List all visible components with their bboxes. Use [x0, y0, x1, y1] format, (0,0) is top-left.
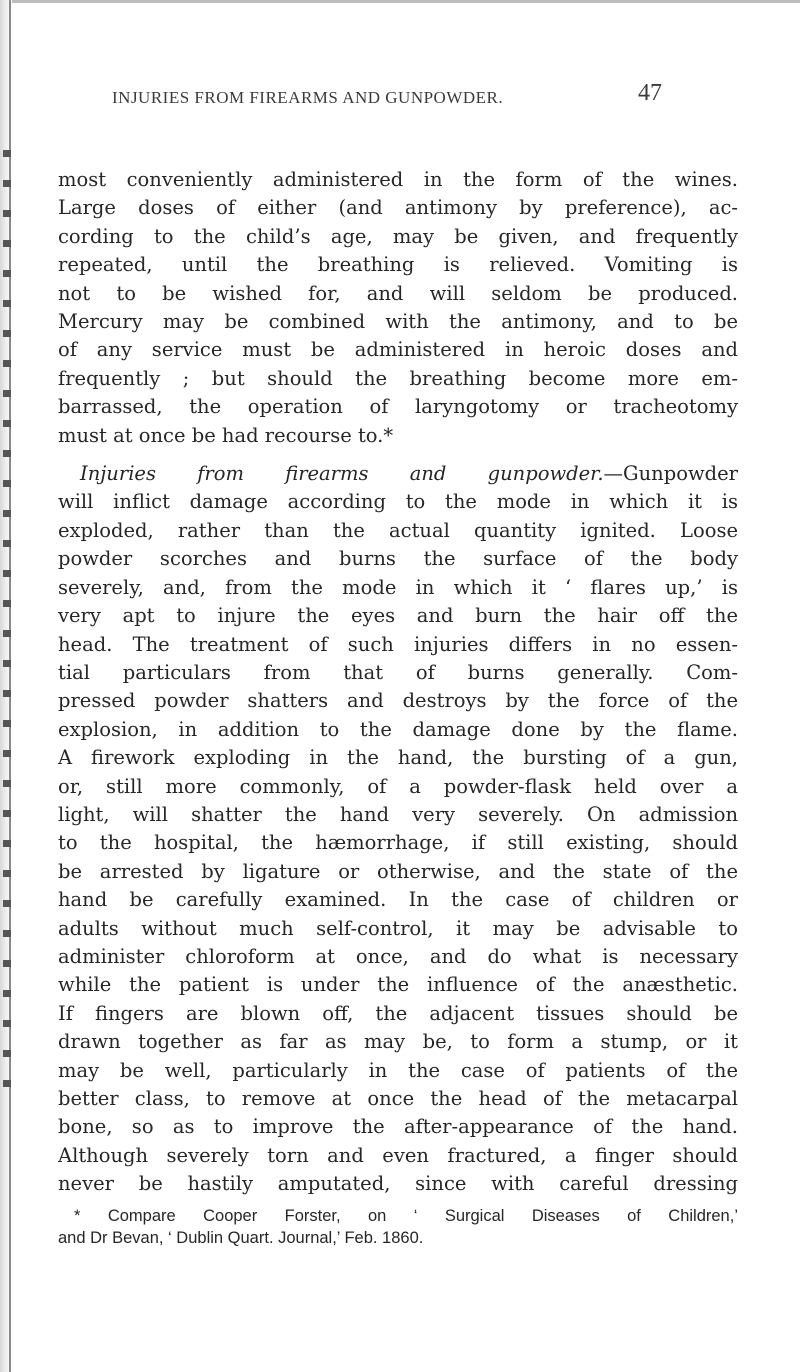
- paragraph-first-line: [58, 460, 738, 488]
- text-line: If fingers are blown off, the adjacent tissues should be: [58, 1001, 738, 1025]
- text-line: A firework exploding in the hand, the bursting of a gun,: [58, 746, 738, 770]
- text-line: drawn together as far as may be, to form a stump, or it: [58, 1030, 738, 1054]
- text-line: be arrested by ligature or otherwise, and the state of the: [58, 859, 738, 883]
- text-line: may be well, particularly in the case of patients of the: [58, 1058, 738, 1082]
- text-line: powder scorches and burns the surface of the body: [58, 547, 738, 571]
- footnote-line: * Compare Cooper Forster, on ‘ Surgical Diseases of Children,’: [74, 1206, 738, 1225]
- footnote-line: and Dr Bevan, ‘ Dublin Quart. Journal,’ Feb. 1860.: [58, 1228, 424, 1247]
- page-number: 47: [638, 80, 662, 106]
- text-line: repeated, until the breathing is relieved. Vomiting is: [58, 253, 738, 277]
- text-line: better class, to remove at once the head of the metacarpal: [58, 1087, 738, 1110]
- text-line: or, still more commonly, of a powder-flask held over a: [58, 774, 738, 798]
- text-line: very apt to injure the eyes and burn the hair off the: [58, 604, 738, 628]
- body-text: [58, 166, 738, 1199]
- text-line: light, will shatter the hand very severely. On admission: [58, 802, 738, 826]
- text-line: while the patient is under the influence of the anæsthetic.: [58, 973, 738, 997]
- text-line: Although severely torn and even fractured, a finger should: [58, 1143, 738, 1167]
- running-head: [112, 82, 748, 110]
- page-top-edge: [0, 0, 800, 3]
- text-line: tial particulars from that of burns generally. Com-: [58, 660, 738, 684]
- text-line: head. The treatment of such injuries differs in no essen-: [58, 632, 738, 656]
- text-line: cording to the child’s age, may be given, and frequently: [58, 224, 738, 248]
- text-line: will inflict damage according to the mode in which it is: [58, 490, 738, 514]
- text-line: must at once be had recourse to.*: [58, 423, 394, 447]
- text-line: Large doses of either (and antimony by preference), ac-: [58, 196, 738, 220]
- text-line: administer chloroform at once, and do what is necessary: [58, 944, 738, 968]
- section-heading: Injuries from firearms and gunpowder.: [80, 462, 604, 486]
- text-line: never be hastily amputated, since with careful dressing: [58, 1172, 738, 1196]
- text-line: frequently ; but should the breathing become more em-: [58, 366, 738, 390]
- heading-continuation: —Gunpowder: [603, 462, 738, 486]
- paragraph-continued: [58, 166, 738, 450]
- text-line: most conveniently administered in the form of the wines.: [58, 168, 738, 191]
- paragraph-firearms: [58, 460, 738, 1199]
- text-line: explosion, in addition to the damage done by the flame.: [58, 717, 738, 741]
- text-line: of any service must be administered in heroic doses and: [58, 338, 738, 362]
- text-line: adults without much self-control, it may be advisable to: [58, 916, 738, 940]
- running-title: INJURIES FROM FIREARMS AND GUNPOWDER.: [112, 88, 504, 107]
- text-line: bone, so as to improve the after-appearance of the hand.: [58, 1115, 738, 1139]
- text-line: exploded, rather than the actual quantity ignited. Loose: [58, 518, 738, 542]
- text-line: barrassed, the operation of laryngotomy or tracheotomy: [58, 395, 738, 419]
- text-line: to the hospital, the hæmorrhage, if still existing, should: [58, 831, 738, 855]
- book-page: [48, 82, 748, 1249]
- text-line: not to be wished for, and will seldom be produced.: [58, 281, 738, 305]
- text-line: severely, and, from the mode in which it ‘ flares up,’ is: [58, 575, 738, 599]
- text-line: pressed powder shatters and destroys by the force of the: [58, 689, 738, 713]
- gutter-marks: [3, 150, 11, 1110]
- text-line: Mercury may be combined with the antimony, and to be: [58, 310, 738, 334]
- text-line: hand be carefully examined. In the case of children or: [58, 888, 738, 912]
- footnote: [58, 1205, 738, 1249]
